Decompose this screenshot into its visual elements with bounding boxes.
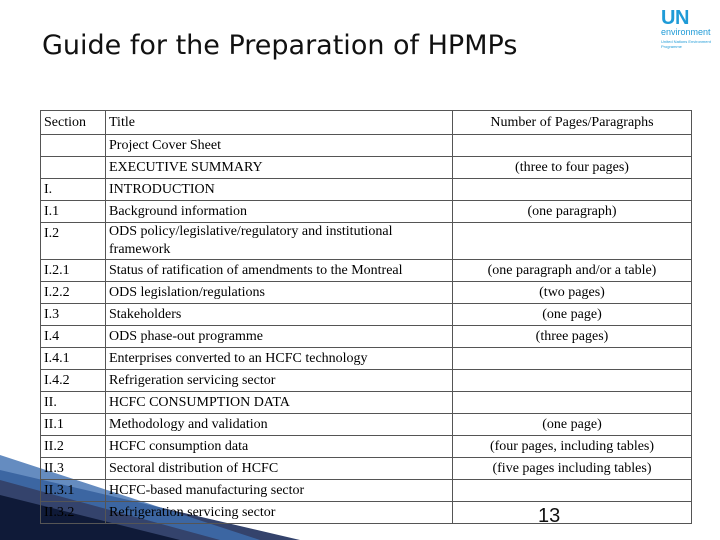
- logo-small-text: United Nations Environment Programme: [661, 39, 711, 49]
- row-section: II.: [41, 392, 106, 414]
- row-pages: [453, 223, 692, 260]
- table-row: [41, 223, 692, 260]
- table-row: [41, 135, 692, 157]
- table-row: [41, 201, 692, 223]
- table-header-row: [41, 111, 692, 135]
- row-title: Project Cover Sheet: [106, 135, 453, 157]
- row-title: ODS phase-out programme: [106, 326, 453, 348]
- row-title: Stakeholders: [106, 304, 453, 326]
- row-section: II.3: [41, 458, 106, 480]
- page-title: Guide for the Preparation of HPMPs: [42, 30, 518, 61]
- row-section: II.3.2: [41, 502, 106, 524]
- row-title: Background information: [106, 201, 453, 223]
- row-section: [41, 157, 106, 179]
- table-row: [41, 348, 692, 370]
- table-row: [41, 326, 692, 348]
- table-row: [41, 436, 692, 458]
- row-title: EXECUTIVE SUMMARY: [106, 157, 453, 179]
- table-row: [41, 502, 692, 524]
- row-pages: (one page): [542, 307, 602, 322]
- row-section: I.2.2: [41, 282, 106, 304]
- row-pages: [453, 370, 692, 392]
- table-row: [41, 157, 692, 179]
- table-row: [41, 414, 692, 436]
- row-title: HCFC consumption data: [106, 436, 453, 458]
- row-title: Refrigeration servicing sector: [106, 502, 453, 524]
- table-row: [41, 370, 692, 392]
- row-pages: (two pages): [539, 285, 605, 300]
- row-pages: (five pages including tables): [492, 461, 652, 476]
- table-row: [41, 282, 692, 304]
- row-title: INTRODUCTION: [106, 179, 453, 201]
- table-row: [41, 260, 692, 282]
- row-pages: [453, 179, 692, 201]
- header-title: Title: [106, 111, 453, 135]
- table-row: [41, 392, 692, 414]
- row-title: HCFC-based manufacturing sector: [106, 480, 453, 502]
- row-pages: (four pages, including tables): [489, 439, 655, 454]
- row-title: Enterprises converted to an HCFC technology: [106, 348, 453, 370]
- row-pages: [453, 348, 692, 370]
- row-section: I.2.1: [41, 260, 106, 282]
- row-section: I.4.2: [41, 370, 106, 392]
- table-row: [41, 304, 692, 326]
- row-pages: [453, 135, 692, 157]
- row-section: [41, 135, 106, 157]
- header-pages: Number of Pages/Paragraphs: [490, 115, 654, 130]
- row-section: I.1: [41, 201, 106, 223]
- row-pages: (one paragraph): [527, 204, 617, 219]
- row-title: Sectoral distribution of HCFC: [106, 458, 453, 480]
- row-pages: [453, 392, 692, 414]
- un-environment-logo: [661, 8, 719, 64]
- logo-env-text: environment: [661, 27, 711, 37]
- row-section: II.1: [41, 414, 106, 436]
- table-row: [41, 458, 692, 480]
- table-row: [41, 480, 692, 502]
- row-title: ODS legislation/regulations: [106, 282, 453, 304]
- table-row: [41, 179, 692, 201]
- row-pages: (one page): [542, 417, 602, 432]
- row-section: I.4: [41, 326, 106, 348]
- row-pages: (three to four pages): [515, 160, 629, 175]
- row-section: I.2: [41, 223, 106, 260]
- row-title: ODS policy/legislative/regulatory and institutional framework: [106, 223, 453, 260]
- row-title: HCFC CONSUMPTION DATA: [106, 392, 453, 414]
- row-section: II.3.1: [41, 480, 106, 502]
- row-section: I.: [41, 179, 106, 201]
- hpmp-outline-table: [40, 110, 692, 524]
- row-pages: [453, 480, 692, 502]
- row-pages: [453, 502, 692, 524]
- row-title: Methodology and validation: [106, 414, 453, 436]
- row-title: Refrigeration servicing sector: [106, 370, 453, 392]
- row-section: I.4.1: [41, 348, 106, 370]
- row-section: I.3: [41, 304, 106, 326]
- row-section: II.2: [41, 436, 106, 458]
- header-section: Section: [41, 111, 106, 135]
- row-title: Status of ratification of amendments to the Montreal: [106, 260, 453, 282]
- page-number: 13: [538, 505, 561, 527]
- row-pages: (three pages): [535, 329, 609, 344]
- logo-un-text: UN: [661, 7, 689, 29]
- row-pages: (one paragraph and/or a table): [487, 263, 657, 278]
